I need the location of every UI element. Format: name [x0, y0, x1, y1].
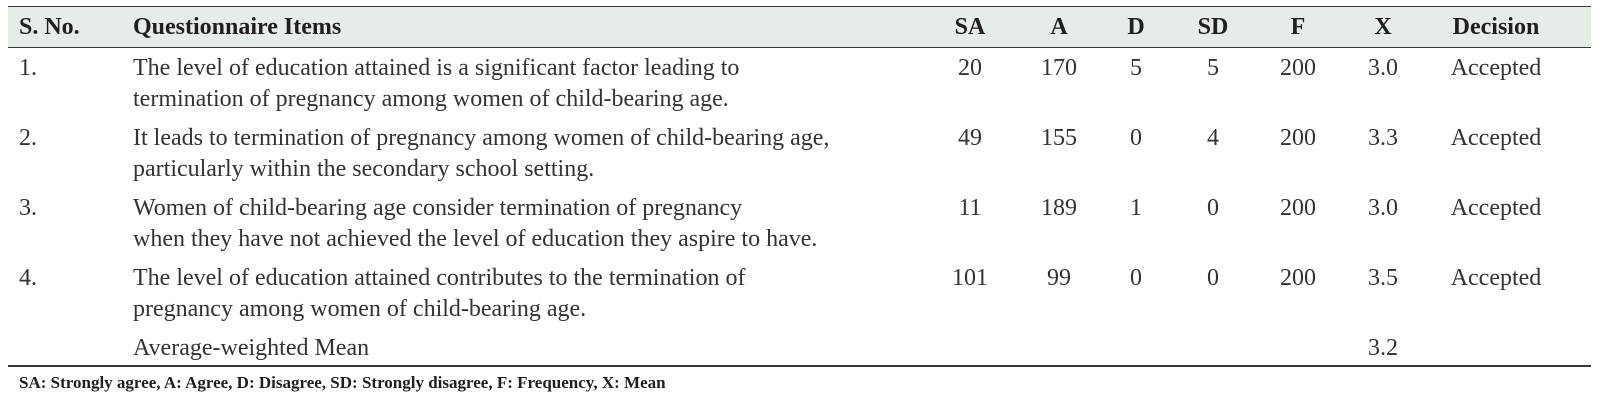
- results-table: [8, 6, 1591, 367]
- f-value: 200: [1280, 195, 1316, 221]
- header-x: X: [1374, 14, 1392, 40]
- item-text-line2: when they have not achieved the level of education they aspire to have.: [133, 226, 818, 252]
- item-text-line2: pregnancy among women of child-bearing age.: [133, 296, 587, 322]
- table-footnote: SA: Strongly agree, A: Agree, D: Disagree, SD: Strongly disagree, F: Frequency, X: Mean: [19, 373, 666, 392]
- sd-value: 5: [1207, 55, 1219, 81]
- item-text-line1: Women of child-bearing age consider termination of pregnancy: [133, 195, 743, 221]
- a-value: 170: [1041, 55, 1077, 81]
- sd-value: 4: [1207, 125, 1219, 151]
- header-decision: Decision: [1452, 14, 1540, 40]
- decision-value: Accepted: [1450, 125, 1542, 151]
- table-header: [8, 6, 1591, 48]
- item-text-line1: The level of education attained is a significant factor leading to: [133, 55, 740, 81]
- item-text-line2: particularly within the secondary school setting.: [133, 156, 595, 182]
- decision-value: Accepted: [1450, 55, 1542, 81]
- summary-x-value: 3.2: [1368, 335, 1398, 361]
- header-d: D: [1127, 14, 1145, 40]
- x-value: 3.3: [1368, 125, 1398, 151]
- sd-value: 0: [1207, 195, 1219, 221]
- d-value: 5: [1130, 55, 1142, 81]
- item-text-line1: It leads to termination of pregnancy among women of child-bearing age,: [133, 125, 830, 151]
- item-text-line2: termination of pregnancy among women of child-bearing age.: [133, 86, 729, 112]
- f-value: 200: [1280, 265, 1316, 291]
- a-value: 189: [1041, 195, 1077, 221]
- table-bottom-rule: [8, 365, 1591, 367]
- header-f: F: [1290, 14, 1306, 40]
- header-sno: S. No.: [19, 14, 80, 40]
- sa-value: 49: [958, 125, 982, 151]
- a-value: 155: [1041, 125, 1077, 151]
- sa-value: 20: [958, 55, 982, 81]
- f-value: 200: [1280, 55, 1316, 81]
- header-sa: SA: [954, 14, 986, 40]
- d-value: 0: [1130, 125, 1142, 151]
- sa-value: 101: [952, 265, 988, 291]
- row-number: 1.: [19, 55, 37, 81]
- a-value: 99: [1047, 265, 1071, 291]
- sa-value: 11: [958, 195, 982, 221]
- table-body: [8, 48, 1591, 367]
- row-number: 3.: [19, 195, 37, 221]
- d-value: 0: [1130, 265, 1142, 291]
- decision-value: Accepted: [1450, 265, 1542, 291]
- item-text-line1: The level of education attained contributes to the termination of: [133, 265, 746, 291]
- summary-label: Average-weighted Mean: [133, 335, 370, 361]
- x-value: 3.0: [1368, 55, 1398, 81]
- row-number: 2.: [19, 125, 37, 151]
- decision-value: Accepted: [1450, 195, 1542, 221]
- row-number: 4.: [19, 265, 37, 291]
- header-a: A: [1050, 14, 1068, 40]
- x-value: 3.0: [1368, 195, 1398, 221]
- f-value: 200: [1280, 125, 1316, 151]
- x-value: 3.5: [1368, 265, 1398, 291]
- sd-value: 0: [1207, 265, 1219, 291]
- header-questionnaire-items: Questionnaire Items: [133, 14, 342, 40]
- d-value: 1: [1130, 195, 1142, 221]
- header-sd: SD: [1197, 14, 1229, 40]
